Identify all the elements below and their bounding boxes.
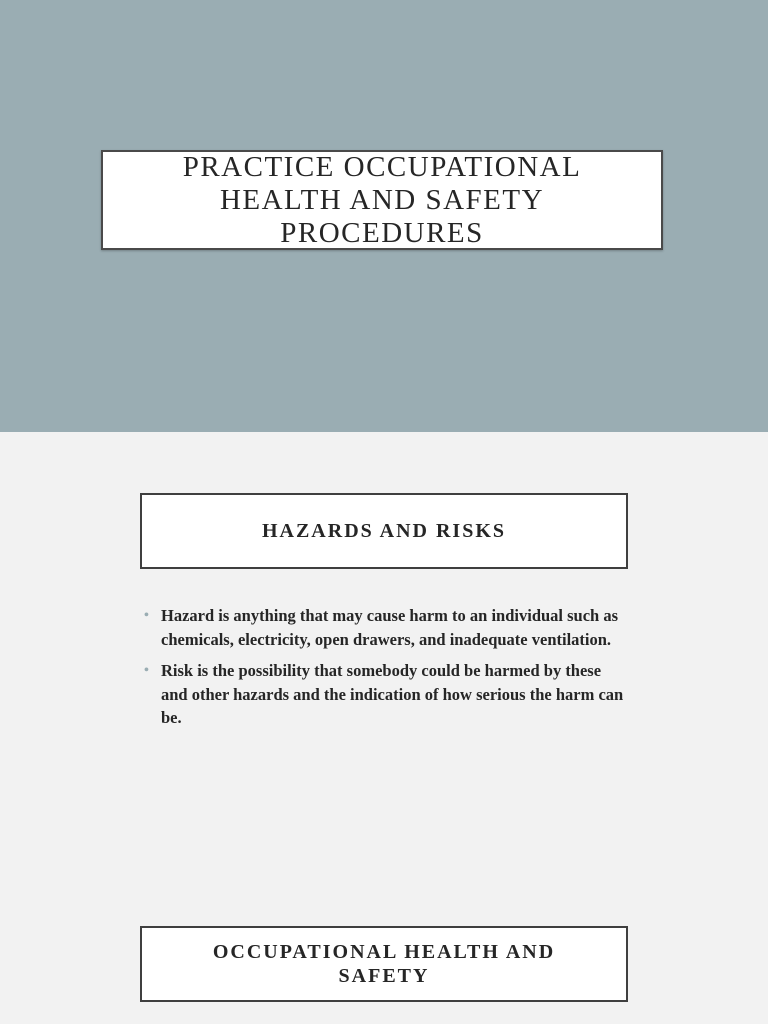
hazards-heading-box	[140, 493, 628, 569]
hazards-heading: HAZARDS AND RISKS	[261, 520, 507, 542]
ohs-heading: OCCUPATIONAL HEALTH AND SAFETY	[212, 941, 556, 987]
bullet-dot-icon: •	[144, 663, 149, 678]
bullet-dot-icon: •	[144, 608, 149, 623]
bullet-text-hazard: Hazard is anything that may cause harm to an individual such as chemicals, electricity, open drawers, and inadequate ventilation.	[161, 606, 619, 649]
ohs-heading-box	[140, 926, 628, 1002]
list-item	[144, 659, 624, 730]
bullet-text-risk: Risk is the possibility that somebody could be harmed by these and other hazards and the indication of how serious the harm can be.	[161, 661, 624, 727]
slide-title: PRACTICE OCCUPATIONAL HEALTH AND SAFETY PROCEDURES	[182, 150, 582, 249]
title-slide-band	[0, 0, 768, 432]
bullet-list	[144, 604, 624, 738]
title-box	[101, 150, 663, 250]
list-item	[144, 604, 624, 651]
